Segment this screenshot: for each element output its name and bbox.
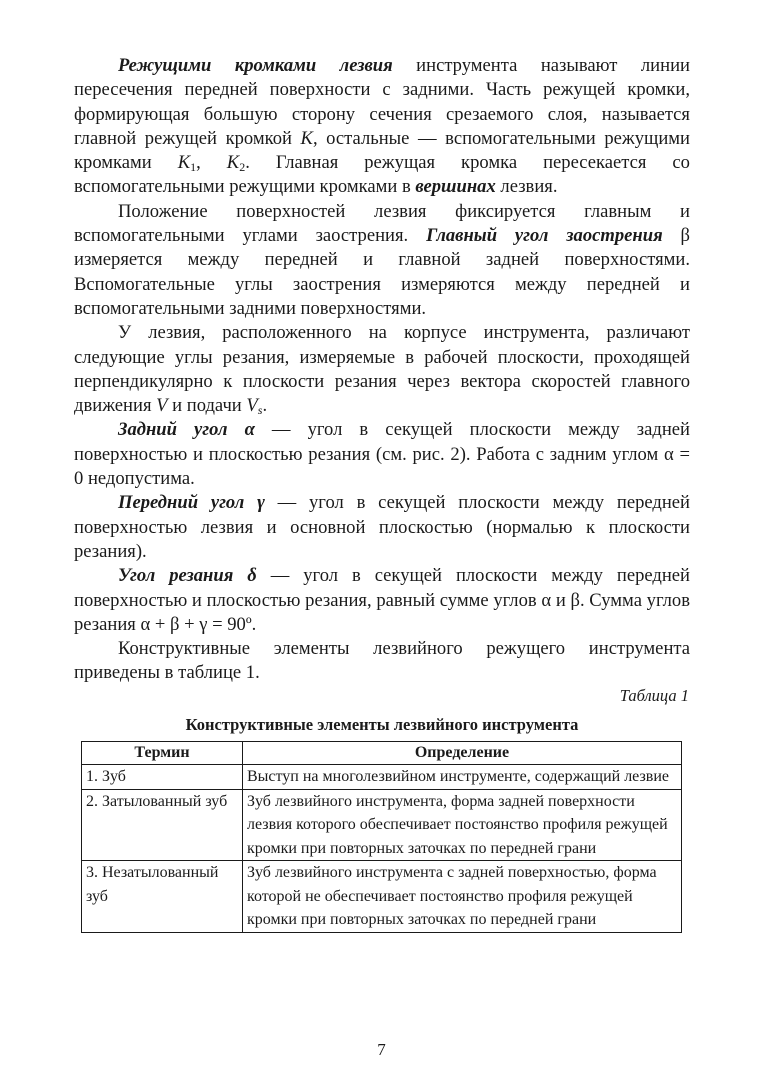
term-cutting-edges: Режущими кромками лезвия	[118, 55, 393, 76]
cell-definition: Зуб лезвийного инструмента с задней поверхностью, форма которой не обеспечивает постоянство профиля режущей кромки при повторных заточках по передней грани	[243, 861, 682, 933]
paragraph-cutting-angle: Угол резания δ — угол в секущей плоскости между передней поверхностью и плоскостью резания, равный сумме углов α и β. Сумма углов резания α + β + γ = 90º.	[74, 565, 690, 635]
term-cutting-angle: Угол резания δ	[118, 565, 257, 587]
body-text	[74, 54, 690, 686]
terms-table	[81, 741, 682, 933]
paragraph-clearance-angle: Задний угол α — угол в секущей плоскости между задней поверхностью и плоскостью резания (см. рис. 2). Работа с задним углом α = 0 недопустима.	[74, 419, 690, 490]
table-header-row	[82, 742, 682, 765]
term-clearance-angle: Задний угол α	[118, 419, 255, 441]
page-number: 7	[377, 1040, 386, 1059]
paragraph-table-intro: Конструктивные элементы лезвийного режущего инструмента приведены в таблице 1.	[74, 638, 690, 684]
table-row	[82, 861, 682, 933]
table-row	[82, 789, 682, 861]
cell-term: 1. Зуб	[82, 765, 243, 790]
term-vertices: вершинах	[415, 176, 496, 198]
cell-definition: Выступ на многолезвийном инструменте, содержащий лезвие	[243, 765, 682, 790]
cell-definition: Зуб лезвийного инструмента, форма задней поверхности лезвия которого обеспечивает постоянство профиля режущей кромки при повторных заточках по передней грани	[243, 789, 682, 861]
cell-term: 2. Затылованный зуб	[82, 789, 243, 861]
term-wedge-angle: Главный угол заострения	[426, 225, 663, 247]
paragraph-rake-angle: Передний угол γ — угол в секущей плоскости между передней поверхностью лезвия и основной плоскостью (нормалью к плоскости резания).	[74, 492, 690, 562]
table-row	[82, 765, 682, 790]
table-title: Конструктивные элементы лезвийного инструмента	[185, 715, 579, 734]
column-header-term: Термин	[82, 742, 243, 765]
paragraph-cutting-angles: У лезвия, расположенного на корпусе инструмента, различают следующие углы резания, измеряемые в рабочей плоскости, проходящей перпендикулярно к плоскости резания через вектора скоростей главного движения V и подачи $V_s$.	[74, 322, 690, 418]
column-header-definition: Определение	[243, 742, 682, 765]
paragraph-wedge-angle: Положение поверхностей лезвия фиксируется главным и вспомогательными углами заострения. Главный угол заострения β измеряется между передней и главной задней поверхностями. Вспомогательные углы заострения измеряются между передней и вспомогательными задними поверхностями.	[74, 200, 690, 319]
table-label: Таблица 1	[619, 686, 689, 705]
paragraph-cutting-edges: Режущими кромками лезвия инструмента называют линии пересечения передней поверхности с задними. Часть режущей кромки, формирующая большую сторону сечения срезаемого слоя, называется главной режущей кромкой K, остальные — вспомогательными режущими кромками $K_1$, $K_2$. Главная режущая кромка пересекается со вспомогательными режущими кромками в вершинах лезвия.	[74, 55, 690, 198]
cell-term: 3. Незатылованный зуб	[82, 861, 243, 933]
term-rake-angle: Передний угол γ	[118, 492, 265, 514]
